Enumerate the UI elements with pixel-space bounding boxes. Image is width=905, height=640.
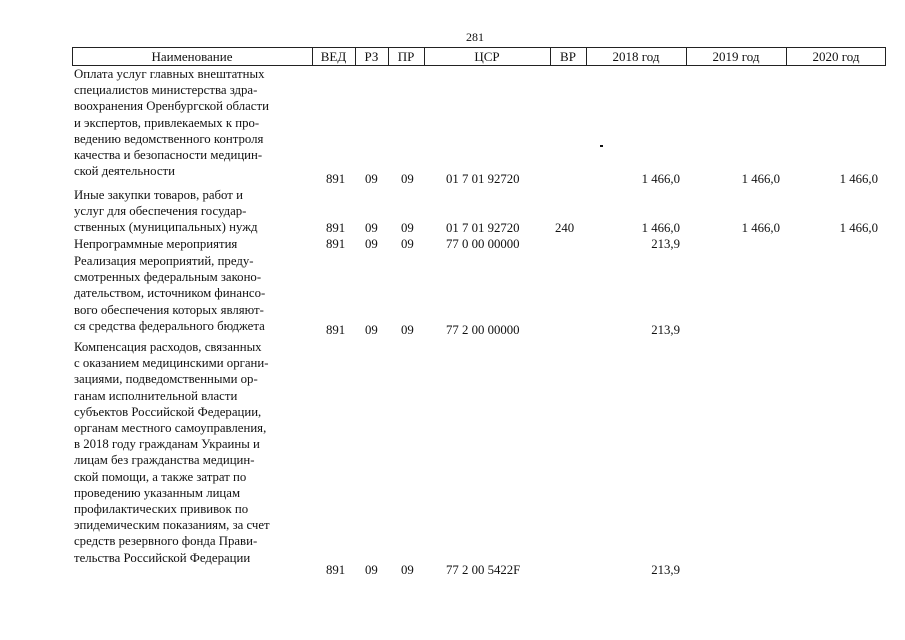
cell-2018: 1 466,0 — [641, 172, 680, 186]
cell-vr: 240 — [555, 221, 575, 235]
header-rz: РЗ — [364, 49, 379, 64]
header-2019: 2019 год — [712, 49, 760, 64]
cell-ved: 891 — [326, 563, 346, 577]
cell-csr: 77 2 00 5422F — [446, 563, 521, 577]
header-2018: 2018 год — [612, 49, 660, 64]
cell-ved: 891 — [326, 323, 346, 337]
cell-pr: 09 — [401, 323, 414, 337]
header-vr: ВР — [560, 49, 576, 64]
cell-rz: 09 — [365, 563, 378, 577]
cell-csr: 77 2 00 00000 — [446, 323, 520, 337]
table-row-name: Иные закупки товаров, работ и услуг для обеспечения государ- ственных (муниципальных) нужд — [74, 188, 258, 235]
cell-csr: 01 7 01 92720 — [446, 221, 520, 235]
cell-rz: 09 — [365, 237, 378, 251]
header-name: Наименование — [151, 49, 233, 64]
page-number: 281 — [466, 30, 484, 44]
table-header — [72, 47, 886, 66]
cell-rz: 09 — [365, 221, 378, 235]
cell-2020: 1 466,0 — [839, 221, 878, 235]
cell-rz: 09 — [365, 172, 378, 186]
cell-csr: 77 0 00 00000 — [446, 237, 520, 251]
cell-pr: 09 — [401, 237, 414, 251]
cell-pr: 09 — [401, 172, 414, 186]
cell-ved: 891 — [326, 237, 346, 251]
cell-2018: 213,9 — [651, 323, 680, 337]
header-2020: 2020 год — [812, 49, 860, 64]
cell-2018: 213,9 — [651, 563, 680, 577]
header-pr: ПР — [397, 49, 415, 64]
header-ved: ВЕД — [320, 49, 347, 64]
table-row-name: Компенсация расходов, связанных с оказанием медицинскими органи- зациями, подведомственными ор- ганам исполнительной власти субъектов Российской Федерации, органам местного самоуправления, в 2018 году гражданам Украины и лицам без гражданства медицин- ской помощи, а также затрат по проведению указанным лицам профилактических прививок по эпидемическим показаниям, за счет средств резервного фонда Прави- тельства Российской Федерации — [74, 340, 270, 565]
cell-2019: 1 466,0 — [741, 172, 780, 186]
table-row-name: Непрограммные мероприятия — [74, 237, 238, 251]
cell-2018: 213,9 — [651, 237, 680, 251]
table-row-name: Реализация мероприятий, преду- смотренных федеральным законо- дательством, источником финансо- вого обеспечения которых являют- ся средства федерального бюджета — [74, 254, 266, 333]
table-row-name: Оплата услуг главных внештатных специалистов министерства здра- воохранения Оренбургской области и экспертов, привлекаемых к про- ведению ведомственного контроля качества и безопасности медицин- ской деятельности — [74, 67, 269, 179]
header-csr: ЦСР — [474, 49, 500, 64]
scan-speck — [600, 145, 603, 147]
cell-2018: 1 466,0 — [641, 221, 680, 235]
cell-pr: 09 — [401, 221, 414, 235]
cell-pr: 09 — [401, 563, 414, 577]
cell-ved: 891 — [326, 221, 346, 235]
cell-ved: 891 — [326, 172, 346, 186]
cell-2020: 1 466,0 — [839, 172, 878, 186]
cell-2019: 1 466,0 — [741, 221, 780, 235]
cell-csr: 01 7 01 92720 — [446, 172, 520, 186]
cell-rz: 09 — [365, 323, 378, 337]
